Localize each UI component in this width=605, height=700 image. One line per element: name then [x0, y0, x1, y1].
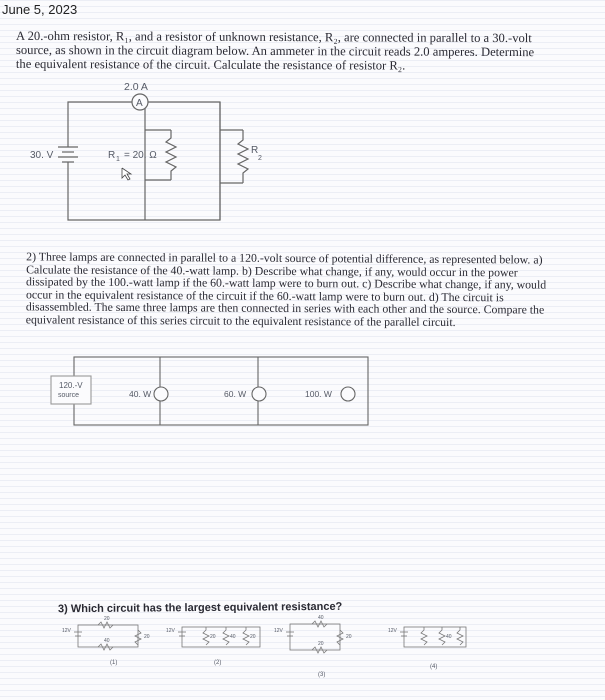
voltage-label: 30. V — [30, 150, 54, 161]
ammeter-label: A — [136, 98, 143, 109]
opt1-r3: 20 — [144, 634, 150, 640]
opt3-r1: 40 — [318, 615, 324, 621]
opt1-r2: 40 — [104, 638, 110, 644]
question-3-text: 3) Which circuit has the largest equivalent resistance? — [57, 600, 343, 616]
lamp-40w-label: 40. W — [129, 389, 152, 399]
opt2-r1: 20 — [210, 634, 216, 640]
option-3-circuit — [290, 624, 340, 650]
option-2-label: (2) — [214, 660, 222, 666]
opt3-r2: 20 — [318, 641, 324, 647]
source-label: source — [58, 392, 80, 399]
option-4-circuit — [404, 627, 466, 647]
opt3-r3: 20 — [346, 634, 352, 640]
option-1-voltage: 12V — [62, 628, 71, 634]
option-2-circuit — [182, 627, 260, 647]
source-voltage: 120.-V — [59, 381, 83, 390]
option-3-voltage: 12V — [274, 628, 283, 634]
opt2-r2: 40 — [230, 634, 236, 640]
lamp-100w-label: 100. W — [305, 389, 332, 399]
question-2-text: 2) Three lamps are connected in parallel to a 120.-volt source of potential difference, as represented below. a) Calculate the resistance of the 40.-watt lamp. b) Describe what change, if any, would occur in the power dissipated by the 100.-watt lamp if the 60.-watt lamp were to burn out. c) Describe what change, if any, would occur in the equivalent resistance of the circuit if the 60.-watt lamp were to burn out. d) The circuit is disassembled. The same three lamps are then connected in series with each other and the source. Compare the equivalent resistance of this series circuit to the equivalent resistance of the parallel circuit. — [25, 249, 547, 329]
r2-subscript: 2 — [258, 155, 262, 162]
option-2-voltage: 12V — [166, 628, 175, 634]
date-heading: June 5, 2023 — [2, 2, 78, 17]
opt4-r1: 40 — [446, 634, 452, 640]
opt1-r1: 20 — [104, 616, 110, 622]
r1-label: R — [108, 150, 116, 161]
r1-value: = 20. Ω — [124, 150, 157, 161]
question-1-text: A 20.-ohm resistor, R₁, and a resistor of unknown resistance, R₂, are connected in parallel to a 30.-volt source, as shown in the circuit diagram below. An ammeter in the circuit reads 2.0 amperes. Determine the equivalent resistance of the circuit. Calculate the resistance of resistor R₂. — [15, 28, 535, 73]
option-4-voltage: 12V — [388, 628, 397, 634]
option-4-label: (4) — [430, 664, 438, 670]
r1-subscript: 1 — [116, 156, 120, 163]
option-3-label: (3) — [318, 672, 326, 678]
current-label: 2.0 A — [124, 81, 148, 93]
lamp-60w-label: 60. W — [224, 389, 247, 399]
opt2-r3: 20 — [250, 634, 256, 640]
option-1-label: (1) — [110, 660, 118, 666]
r2-label: R — [251, 145, 259, 156]
